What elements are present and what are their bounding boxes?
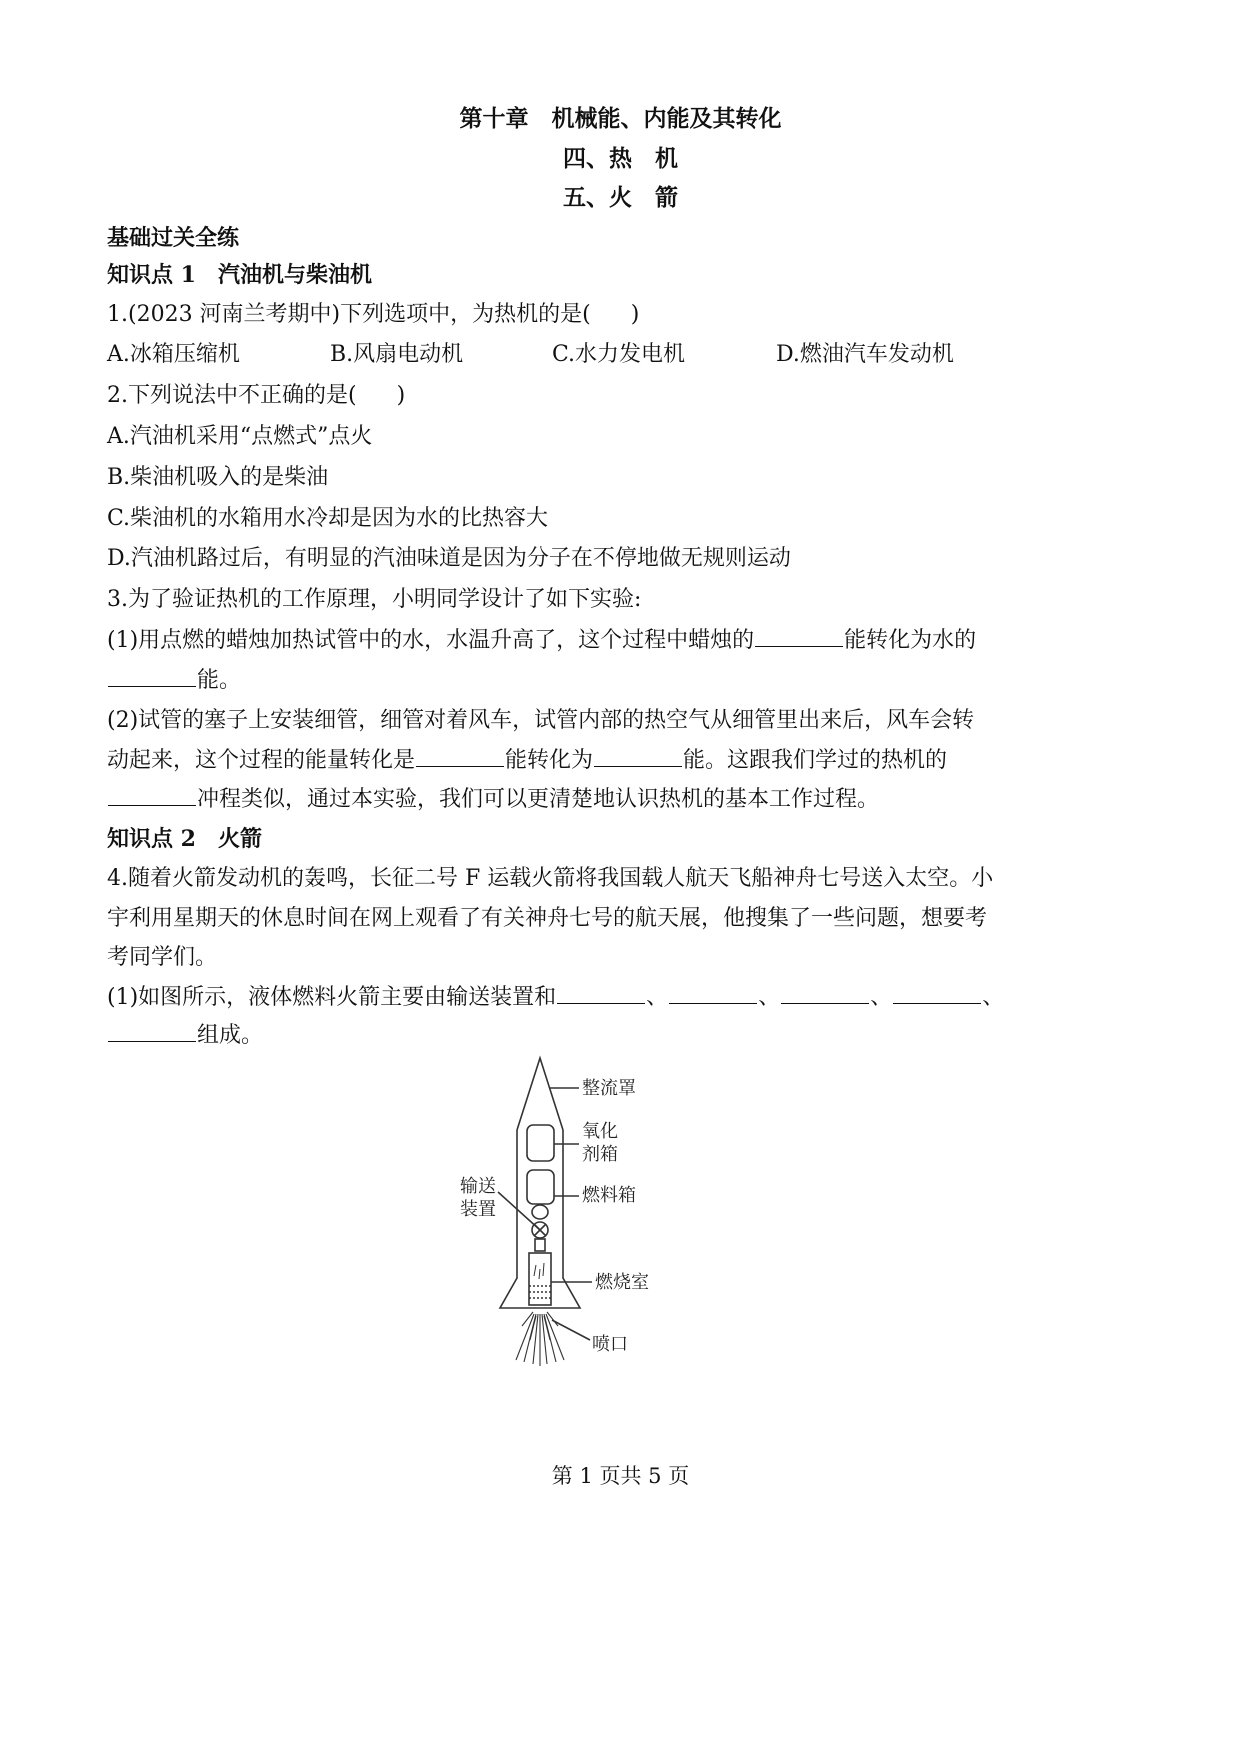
- fuel-tank-shape: [527, 1170, 554, 1204]
- knowledge-point-2: 知识点 2 火箭: [107, 826, 262, 852]
- answer-blank[interactable]: [108, 666, 196, 687]
- transport-device-upper: [532, 1205, 548, 1219]
- leader-transport: [498, 1192, 540, 1230]
- q3-part-1: [107, 626, 976, 656]
- q4-p1-text: 组成。: [197, 1023, 264, 1048]
- label-transport-1: 输送: [460, 1176, 496, 1197]
- q3-part-1-cont: [107, 666, 241, 696]
- knowledge-point-1: 知识点 1 汽油机与柴油机: [107, 262, 372, 288]
- question-3-stem: 3.为了验证热机的工作原理，小明同学设计了如下实验:: [107, 587, 642, 612]
- q3-p2-text: 能。这跟我们学过的热机的: [683, 748, 948, 773]
- answer-blank[interactable]: [108, 1021, 196, 1042]
- q3-p1-text: 能转化为水的: [844, 628, 977, 653]
- answer-blank[interactable]: [893, 983, 981, 1004]
- answer-blank[interactable]: [594, 746, 682, 767]
- q2-option-b: B.柴油机吸入的是柴油: [107, 465, 329, 490]
- q2-option-a: A.汽油机采用“点燃式”点火: [107, 424, 373, 449]
- question-2-stem: [107, 381, 405, 411]
- oxidizer-tank-shape: [527, 1125, 554, 1161]
- q3-p1-text: (1)用点燃的蜡烛加热试管中的水，水温升高了，这个过程中蜡烛的: [107, 628, 755, 653]
- q4-p1-text: (1)如图所示，液体燃料火箭主要由输送装置和: [107, 985, 557, 1010]
- label-oxidizer-1: 氧化: [582, 1121, 618, 1142]
- q1-option-d: D.燃油汽车发动机: [776, 342, 954, 367]
- q3-p2-text: 动起来，这个过程的能量转化是: [107, 748, 416, 773]
- chapter-title: 第十章 机械能、内能及其转化: [459, 105, 782, 132]
- q1-option-c: C.水力发电机: [552, 342, 686, 367]
- paren-close: ): [396, 383, 406, 408]
- q4-line1: 4.随着火箭发动机的轰鸣，长征二号 F 运载火箭将我国载人航天飞船神舟七号送入太空。小: [107, 866, 994, 891]
- answer-blank[interactable]: [755, 626, 843, 647]
- q3-p1-text: 能。: [197, 668, 242, 693]
- answer-blank[interactable]: [416, 746, 504, 767]
- question-1-stem: [107, 300, 639, 330]
- q2-option-d: D.汽油机路过后，有明显的汽油味道是因为分子在不停地做无规则运动: [107, 546, 791, 571]
- rocket-fairing-shape: [517, 1058, 563, 1130]
- separator: 、: [870, 985, 893, 1010]
- section-title-rocket: 五、火 箭: [563, 184, 678, 211]
- separator: 、: [646, 985, 669, 1010]
- label-fairing: 整流罩: [582, 1078, 636, 1099]
- answer-blank[interactable]: [108, 785, 196, 806]
- q2-stem-text: 2.下列说法中不正确的是(: [107, 383, 357, 408]
- feed-pipe-shape: [535, 1239, 545, 1251]
- separator: 、: [758, 985, 781, 1010]
- q4-part-1: [107, 983, 1004, 1013]
- answer-blank[interactable]: [781, 983, 869, 1004]
- q3-p2-text: 能转化为: [505, 748, 594, 773]
- q3-part-2-line3: [107, 785, 879, 815]
- q4-line2: 宇利用星期天的休息时间在网上观看了有关神舟七号的航天展，他搜集了一些问题，想要考: [107, 906, 988, 931]
- page-footer: 第 1 页共 5 页: [551, 1464, 690, 1488]
- q3-part-2-line1: (2)试管的塞子上安装细管，细管对着风车，试管内部的热空气从细管里出来后，风车会转: [107, 708, 975, 733]
- label-transport-2: 装置: [460, 1199, 496, 1220]
- combustion-chamber-shape: [529, 1253, 551, 1305]
- q4-line3: 考同学们。: [107, 945, 218, 970]
- separator: 、: [982, 985, 1005, 1010]
- section-title-heat-engine: 四、热 机: [563, 145, 678, 172]
- label-fuel-tank: 燃料箱: [582, 1185, 636, 1206]
- label-nozzle: 喷口: [592, 1334, 628, 1355]
- q2-option-c: C.柴油机的水箱用水冷却是因为水的比热容大: [107, 506, 549, 531]
- q1-option-b: B.风扇电动机: [330, 342, 464, 367]
- q1-option-a: A.冰箱压缩机: [107, 342, 240, 367]
- leader-nozzle: [552, 1320, 590, 1340]
- q3-p2-text: 冲程类似，通过本实验，我们可以更清楚地认识热机的基本工作过程。: [197, 787, 880, 812]
- q1-stem-text: 1.(2023 河南兰考期中)下列选项中，为热机的是(: [107, 302, 591, 327]
- answer-blank[interactable]: [557, 983, 645, 1004]
- practice-title: 基础过关全练: [107, 225, 240, 251]
- exhaust-flame: [516, 1312, 564, 1366]
- paren-close: ): [630, 302, 640, 327]
- rocket-diagram: [440, 1050, 700, 1380]
- answer-blank[interactable]: [669, 983, 757, 1004]
- q3-part-2-line2: [107, 746, 947, 776]
- q4-part-1-cont: [107, 1021, 263, 1051]
- label-oxidizer-2: 剂箱: [582, 1144, 618, 1165]
- label-combustion: 燃烧室: [595, 1272, 649, 1293]
